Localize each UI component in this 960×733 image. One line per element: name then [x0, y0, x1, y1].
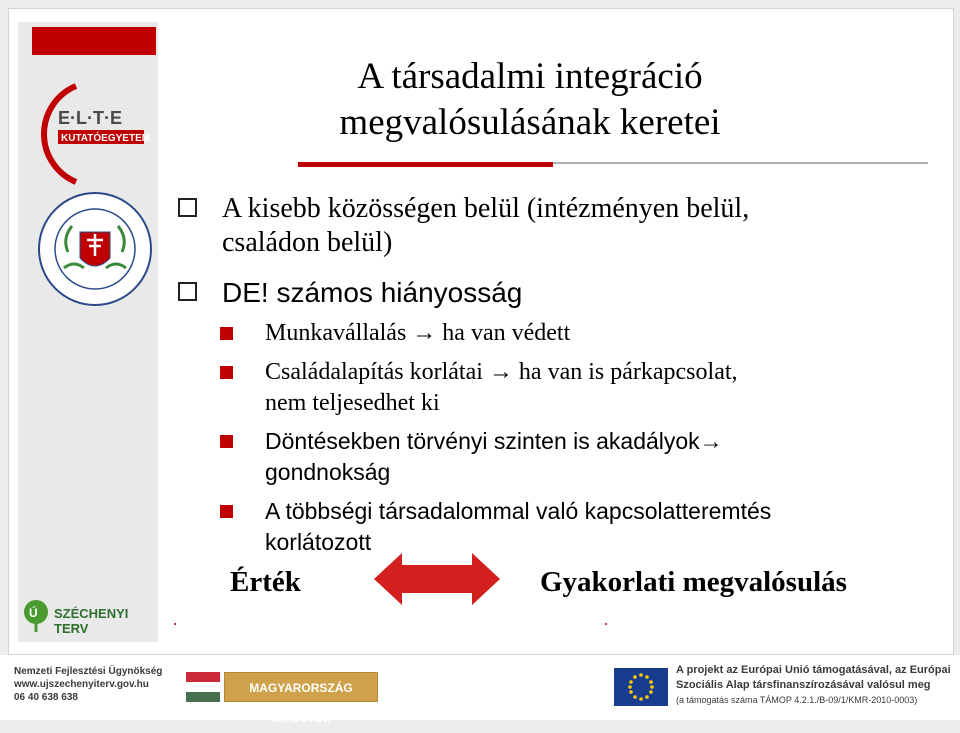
hungarian-flag-icon — [186, 672, 220, 702]
footer-agency-name: Nemzeti Fejlesztési Ügynökség — [14, 666, 163, 677]
slide-marker-dot — [605, 623, 607, 625]
practice-label: Gyakorlati megvalósulás — [540, 566, 847, 598]
red-square-bullet-icon — [220, 505, 233, 518]
footer-bar — [0, 655, 960, 725]
szechenyi-text: SZÉCHENYI TERV — [54, 606, 129, 636]
value-label: Érték — [230, 566, 301, 598]
footer-eu-line-3: (a támogatás száma TÁMOP 4.2.1./B-09/1/KMR-2010-0003) — [676, 695, 918, 705]
subbullet-1-line-1: Munkavállalás → ha van védett — [265, 320, 571, 346]
slide-title-line-1: A társadalmi integráció — [357, 56, 703, 97]
szechenyi-leaf-icon — [22, 598, 52, 632]
subbullet-2-line-1: Családalapítás korlátai → ha van is párkapcsolat, — [265, 359, 738, 385]
elte-logo-text: E·L·T·E — [58, 108, 122, 128]
slide-title — [210, 54, 850, 146]
subbullet-3-line-2: gondnokság — [265, 459, 391, 485]
szechenyi-terv-logo — [22, 598, 158, 636]
bullet-1-line-2: családon belül) — [222, 227, 393, 258]
eu-flag-icon — [614, 668, 668, 706]
checkbox-icon — [178, 282, 197, 301]
elte-logo — [36, 78, 156, 188]
bullet-1-line-1: A kisebb közösségen belül (intézményen belül, — [222, 193, 750, 224]
footer-eu-line-1: A projekt az Európai Unió támogatásával, az Európai — [676, 664, 951, 676]
title-red-accent — [298, 162, 553, 167]
footer-eu-line-2: Szociális Alap társfinanszírozásával valósul meg — [676, 679, 931, 691]
double-arrow-icon — [374, 551, 500, 607]
subbullet-4-line-2: korlátozott — [265, 529, 372, 555]
slide-title-line-2: megvalósulásának keretei — [339, 102, 721, 143]
subbullet-2-line-2: nem teljesedhet ki — [265, 390, 440, 416]
subbullet-4-line-1: A többségi társadalommal való kapcsolatteremtés — [265, 498, 772, 524]
footer-agency-phone: 06 40 638 638 — [14, 692, 78, 703]
bullet-2-line-1 — [222, 276, 872, 311]
red-square-bullet-icon — [220, 327, 233, 340]
subbullet-3-line-1: Döntésekben törvényi szinten is akadályok→ — [265, 428, 723, 454]
footer-agency-url: www.ujszechenyiterv.gov.hu — [14, 679, 149, 690]
footer-agency — [14, 665, 162, 704]
red-square-bullet-icon — [220, 366, 233, 379]
elte-logo-subtext: KUTATÓEGYETEM — [61, 133, 151, 144]
slide-marker-dot — [174, 623, 176, 625]
svg-text:Ú: Ú — [29, 606, 38, 620]
red-accent-bar — [32, 27, 156, 55]
footer-eu-text — [676, 663, 951, 708]
magyarorszag-megujul-banner: MAGYARORSZÁG MEGÚJUL — [224, 672, 378, 702]
bullet-2-text: DE! számos hiányosság — [222, 277, 523, 308]
checkbox-icon — [178, 198, 197, 217]
university-seal-icon — [36, 190, 154, 308]
red-square-bullet-icon — [220, 435, 233, 448]
